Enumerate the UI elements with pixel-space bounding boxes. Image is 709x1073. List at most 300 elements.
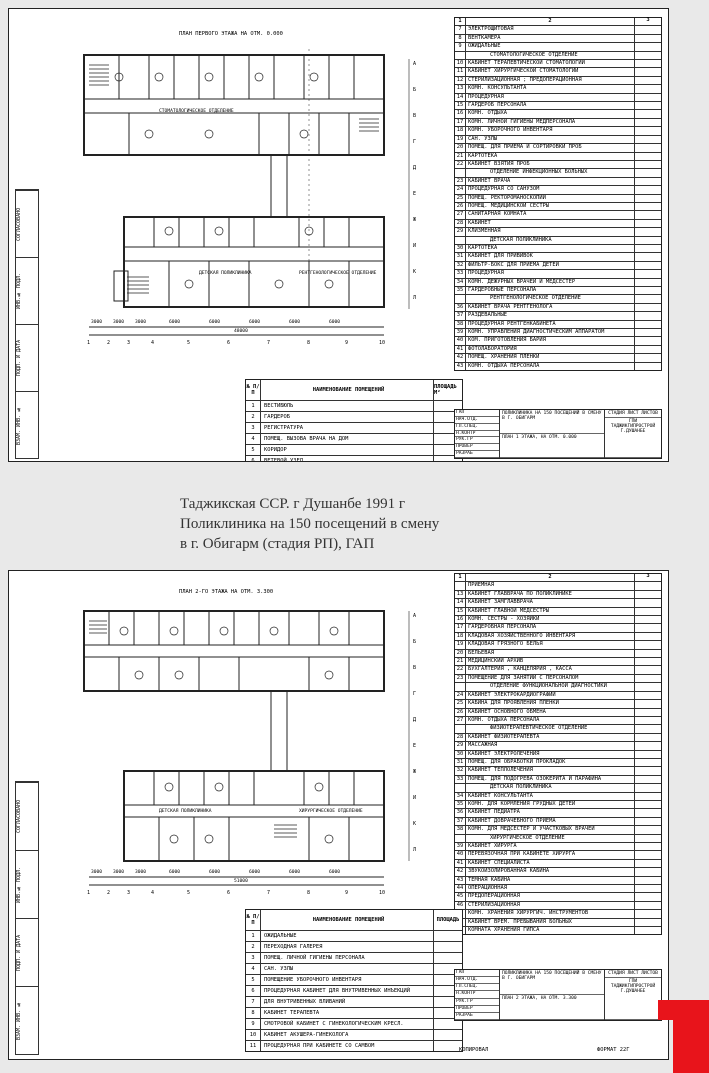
dimension: 3000 (91, 870, 103, 875)
row-area (635, 211, 661, 218)
dimension: 6000 (249, 870, 261, 875)
axis-marker: В (413, 665, 417, 671)
sidebar-cell: СОГЛАСОВАНО (16, 782, 38, 850)
legend-row (246, 423, 462, 434)
row-number: 2 (246, 942, 261, 952)
row-area (434, 1041, 462, 1051)
table-row (455, 119, 661, 127)
row-area (635, 734, 661, 741)
sidebar-cell: ПОДП. И ДАТА (16, 918, 38, 986)
room-schedule-table (454, 17, 662, 371)
table-row (455, 742, 661, 750)
row-area (635, 60, 661, 67)
row-name: СТОМАТОЛОГИЧЕСКОЕ ОТДЕЛЕНИЕ (466, 52, 635, 59)
axis-marker: 1 (87, 890, 91, 896)
row-area (635, 835, 661, 842)
row-number: 21 (455, 658, 466, 665)
row-area (635, 312, 661, 319)
row-area (635, 144, 661, 151)
row-number: 24 (455, 186, 466, 193)
row-name: ПОМЕЩ. ДЛЯ ОБРАБОТКИ ПРОКЛАДОК (466, 759, 635, 766)
section-row (455, 835, 661, 843)
legend-row (246, 953, 462, 964)
legend-row (246, 964, 462, 975)
row-name: ПРИЕМНАЯ (466, 582, 635, 589)
row-number: 8 (246, 1008, 261, 1018)
row-area (635, 860, 661, 867)
row-area (635, 893, 661, 900)
legend-row (246, 445, 462, 456)
axis-marker: Ж (413, 769, 417, 775)
row-number: 29 (455, 742, 466, 749)
caption-line: Поликлиника на 150 посещений в смену (180, 516, 440, 532)
table-row (455, 354, 661, 362)
row-number: 27 (455, 211, 466, 218)
table-row (455, 599, 661, 607)
row-area (635, 641, 661, 648)
dimension-total: 51000 (234, 879, 248, 884)
row-name: ЗВУКОИЗОЛИРОВАННАЯ КАБИНА (466, 868, 635, 875)
table-row (455, 228, 661, 236)
dimension: 3000 (91, 320, 103, 325)
row-number: 23 (455, 178, 466, 185)
row-area (635, 153, 661, 160)
row-area (635, 582, 661, 589)
row-name: КОМН. ДЛЯ МЕДСЕСТЕР И УЧАСТКОВЫХ ВРАЧЕЙ (466, 826, 635, 833)
axis-marker: Л (413, 295, 417, 301)
row-name: ПРОЦЕДУРНАЯ ПРИ КАБИНЕТЕ СО САМВОМ (261, 1041, 434, 1051)
row-name: КАБИНЕТ ОСНОВНОГО ОБМЕНА (466, 709, 635, 716)
row-area (635, 363, 661, 370)
common-rooms-legend (245, 379, 463, 462)
row-number: 9 (455, 43, 466, 50)
table-row (455, 860, 661, 868)
table-row (455, 826, 661, 834)
row-number: 9 (246, 1019, 261, 1029)
legend-header: № П/П НАИМЕНОВАНИЕ ПОМЕЩЕНИЙ ПЛОЩАДЬ (246, 910, 462, 931)
section-row (455, 237, 661, 245)
row-number: 21 (455, 153, 466, 160)
table-row (455, 153, 661, 161)
row-number: 23 (455, 675, 466, 682)
row-name: КОМН. СЕСТРЫ - ХОЗЯЙКИ (466, 616, 635, 623)
table-row (455, 885, 661, 893)
row-area (635, 784, 661, 791)
row-name: ХИРУРГИЧЕСКОЕ ОТДЕЛЕНИЕ (466, 835, 635, 842)
table-row (455, 270, 661, 278)
section-row (455, 683, 661, 691)
row-name: КАБИНЕТ ЭЛЕКТРОКАРДИОГРАФИИ (466, 692, 635, 699)
table-row (455, 709, 661, 717)
zone-label: ДЕТСКАЯ ПОЛИКЛИНИКА (159, 809, 212, 814)
table-row (455, 793, 661, 801)
axis-marker: Г (413, 139, 417, 145)
row-number: 4 (246, 434, 261, 444)
row-area (635, 220, 661, 227)
row-area (635, 85, 661, 92)
table-row (455, 666, 661, 674)
row-name: ПРЕДОПЕРАЦИОННАЯ (466, 893, 635, 900)
section-row (455, 52, 661, 60)
row-area (434, 1030, 462, 1040)
sheet-title: ПЛАН 1 ЭТАЖА, НА ОТМ. 0.000 (500, 434, 604, 458)
table-row (455, 692, 661, 700)
row-area (635, 742, 661, 749)
caption (180, 494, 439, 554)
axis-marker: Г (413, 691, 417, 697)
table-row (455, 245, 661, 253)
caption-line: Таджикская ССР. г Душанбе 1991 г (180, 496, 405, 512)
row-number: 2 (246, 412, 261, 422)
table-row (455, 144, 661, 152)
row-name: ПРОЦЕДУРНАЯ РЕНТГЕНКАБИНЕТА (466, 321, 635, 328)
row-number (455, 835, 466, 842)
row-number: 19 (455, 136, 466, 143)
row-name: СТЕРИЛИЗАЦИОННАЯ (466, 902, 635, 909)
row-area (635, 902, 661, 909)
row-name: РЕГИСТРАТУРА (261, 423, 434, 433)
row-number: 31 (455, 759, 466, 766)
title-block: ГАП НАЧ.ОТД. ГЛ.СПЕЦ. Н.КОНТР РУК.ГР ПРОВЕР РАЗРАБ ПОЛИКЛИНИКА НА 150 ПОСЕЩЕНИЙ В СМЕНУ В Г. ОБИГАРМ ПЛАН 2 ЭТАЖА, НА ОТМ. 3.300 СТАДИЯ ЛИСТ ЛИСТОВ ГПИ ТАДЖИКГИПРОСТРОЙ Г.ДУШАНБЕ (454, 969, 662, 1021)
row-name: КОМН. ОТДЫХА ПЕРСОНАЛА (466, 717, 635, 724)
row-number: 22 (455, 161, 466, 168)
row-name: КАБИНЕТ ГЛАВВРАЧА ПО ПОЛИКЛИНИКЕ (466, 591, 635, 598)
legend-row (246, 456, 462, 462)
row-name: ПРОЦЕДУРНАЯ СО САНУЗОМ (466, 186, 635, 193)
row-name: ОЖИДАЛЬНЫЕ (466, 43, 635, 50)
axis-marker: 9 (345, 340, 349, 346)
table-row (455, 363, 661, 370)
table-row (455, 321, 661, 329)
row-name: ПОМЕЩ. ХРАНЕНИЯ ПЛЕНКИ (466, 354, 635, 361)
row-name: КАБИНЕТ ТЕРАПЕВТА (261, 1008, 434, 1018)
row-name: ТЕМНАЯ КАБИНА (466, 877, 635, 884)
sheet-title: ПЛАН 2 ЭТАЖА, НА ОТМ. 3.300 (500, 995, 604, 1020)
table-row (455, 633, 661, 641)
table-row (455, 211, 661, 219)
table-row (455, 893, 661, 901)
sidebar-cell: ИНВ.№ ПОДЛ. (16, 850, 38, 918)
row-name: КАБИНЕТ ХИРУРГА (466, 843, 635, 850)
axis-marker: 1 (87, 340, 91, 346)
row-number: 29 (455, 228, 466, 235)
table-row (455, 26, 661, 34)
row-name: ЭЛЕКТРОЩИТОВАЯ (466, 26, 635, 33)
dimension: 6000 (249, 320, 261, 325)
row-area (434, 953, 462, 963)
row-area (635, 809, 661, 816)
row-name: СТЕРИЛИЗАЦИОННАЯ ; ПРЕДОПЕРАЦИОННАЯ (466, 77, 635, 84)
row-name: РЕНТГЕНОЛОГИЧЕСКОЕ ОТДЕЛЕНИЕ (466, 295, 635, 302)
row-number: 35 (455, 801, 466, 808)
row-name: КАБИНЕТ ЗАМГЛАВВРАЧА (466, 599, 635, 606)
row-area (635, 591, 661, 598)
row-number: 45 (455, 893, 466, 900)
dimension: 6000 (329, 870, 341, 875)
organization: ГПИ ТАДЖИКГИПРОСТРОЙ Г.ДУШАНБЕ (605, 418, 661, 458)
row-area (635, 169, 661, 176)
row-number: 42 (455, 354, 466, 361)
row-name: КАРТОТЕКА (466, 153, 635, 160)
red-corner-accent (658, 1000, 673, 1020)
row-name: КОМН. ЛИЧНОЙ ГИГИЕНЫ МЕДПЕРСОНАЛА (466, 119, 635, 126)
row-number: 25 (455, 700, 466, 707)
zone-label: ДЕТСКАЯ ПОЛИКЛИНИКА (199, 271, 252, 276)
row-area (635, 262, 661, 269)
row-area (635, 658, 661, 665)
row-number: 40 (455, 851, 466, 858)
row-number: 41 (455, 346, 466, 353)
row-name: ГАРДЕРОБ (261, 412, 434, 422)
row-area (635, 767, 661, 774)
row-area (635, 110, 661, 117)
table-row (455, 927, 661, 934)
axis-marker: 6 (227, 890, 231, 896)
table-row (455, 751, 661, 759)
row-name: КАБИНЕТ АКУШЕРА-ГИНЕКОЛОГА (261, 1030, 434, 1040)
row-number: 30 (455, 245, 466, 252)
row-name: КАБИНЕТ ПЕДИАТРА (466, 809, 635, 816)
table-row (455, 851, 661, 859)
row-area (635, 910, 661, 917)
row-number (455, 784, 466, 791)
table-row (455, 329, 661, 337)
legend-row (246, 1019, 462, 1030)
footer-copied-by: КОПИРОВАЛ (459, 1047, 489, 1053)
row-area (635, 354, 661, 361)
row-name: КАБИНЕТ ТЕРАПЕВТИЧЕСКОЙ СТОМАТОЛОГИИ (466, 60, 635, 67)
table-row (455, 675, 661, 683)
zone-label: СТОМАТОЛОГИЧЕСКОЕ ОТДЕЛЕНИЕ (159, 109, 234, 114)
axis-marker: А (413, 61, 417, 67)
row-name: ОЖИДАЛЬНЫЕ (261, 931, 434, 941)
table-row (455, 650, 661, 658)
axis-marker: И (413, 795, 417, 801)
table-row (455, 68, 661, 76)
row-number: 10 (455, 60, 466, 67)
axis-marker: Ж (413, 217, 417, 223)
row-name: КАБИНЕТ ХИРУРГИЧЕСКОЙ СТОМАТОЛОГИИ (466, 68, 635, 75)
row-name: МАССАЖНАЯ (466, 742, 635, 749)
row-number: 38 (455, 826, 466, 833)
row-number: 43 (455, 877, 466, 884)
row-number: 37 (455, 818, 466, 825)
row-area (635, 102, 661, 109)
table-row (455, 608, 661, 616)
row-name: КАБИНЕТ СПЕЦИАЛИСТА (466, 860, 635, 867)
row-area (635, 683, 661, 690)
axis-marker: А (413, 613, 417, 619)
axis-marker: Б (413, 639, 417, 645)
table-row (455, 809, 661, 817)
row-name: ПОМЕЩЕНИЕ УБОРОЧНОГО ИНВЕНТАРЯ (261, 975, 434, 985)
row-area (635, 178, 661, 185)
row-area (635, 203, 661, 210)
row-number: 8 (455, 35, 466, 42)
title-block: ГАП НАЧ.ОТД. ГЛ.СПЕЦ. Н.КОНТР РУК.ГР ПРОВЕР РАЗРАБ ПОЛИКЛИНИКА НА 150 ПОСЕЩЕНИЙ В СМЕНУ В Г. ОБИГАРМ ПЛАН 1 ЭТАЖА, НА ОТМ. 0.000 СТАДИЯ ЛИСТ ЛИСТОВ ГПИ ТАДЖИКГИПРОСТРОЙ Г.ДУШАНБЕ (454, 409, 662, 459)
zone-label: РЕНТГЕНОЛОГИЧЕСКОЕ ОТДЕЛЕНИЕ (299, 271, 377, 276)
row-area (635, 666, 661, 673)
row-number: 24 (455, 692, 466, 699)
row-area (635, 633, 661, 640)
row-area (635, 253, 661, 260)
row-number: 28 (455, 734, 466, 741)
row-name: КАБИНЕТ КОНСУЛЬТАНТА (466, 793, 635, 800)
table-row (455, 734, 661, 742)
project-title: ПОЛИКЛИНИКА НА 150 ПОСЕЩЕНИЙ В СМЕНУ В Г. ОБИГАРМ (500, 970, 604, 995)
row-name: РАЗДЕВАЛЬНЫЕ (466, 312, 635, 319)
table-row (455, 127, 661, 135)
row-area (635, 77, 661, 84)
row-number: 40 (455, 337, 466, 344)
row-number: 18 (455, 127, 466, 134)
table-row (455, 262, 661, 270)
row-name: ПОМЕЩЕНИЕ ДЛЯ ЗАНЯТИЙ С ПЕРСОНАЛОМ (466, 675, 635, 682)
row-area (635, 801, 661, 808)
axis-marker: В (413, 113, 417, 119)
row-area (635, 119, 661, 126)
row-name: КАРТОТЕКА (466, 245, 635, 252)
row-number: 7 (455, 26, 466, 33)
axis-marker: Д (413, 165, 417, 171)
table-row (455, 776, 661, 784)
row-number: 12 (455, 77, 466, 84)
row-area (635, 228, 661, 235)
row-number (455, 295, 466, 302)
row-name: КАБИНЕТ ДОВРАЧЕБНОГО ПРИЕМА (466, 818, 635, 825)
row-area (635, 136, 661, 143)
row-area (635, 270, 661, 277)
table-row (455, 253, 661, 261)
row-number (455, 582, 466, 589)
row-name: ВЕТЕВОЙ УЗЕЛ (261, 456, 434, 462)
row-area (635, 237, 661, 244)
table-row (455, 346, 661, 354)
row-area (635, 337, 661, 344)
table-row (455, 220, 661, 228)
row-number: 16 (455, 616, 466, 623)
legend-row (246, 1041, 462, 1051)
row-name: КОМ. ПРИГОТОВЛЕНИЯ БАРИЯ (466, 337, 635, 344)
row-number: 19 (455, 641, 466, 648)
row-number: 42 (455, 868, 466, 875)
row-area (635, 329, 661, 336)
row-number: 4 (246, 964, 261, 974)
axis-marker: 5 (187, 890, 191, 896)
row-area (635, 776, 661, 783)
row-number: 44 (455, 885, 466, 892)
table-row (455, 919, 661, 927)
table-row (455, 94, 661, 102)
row-name: КОМН. ДЕЖУРНЫХ ВРАЧЕЙ И МЕДСЕСТЕР (466, 279, 635, 286)
common-rooms-legend (245, 909, 463, 1052)
table-row (455, 902, 661, 910)
table-row (455, 801, 661, 809)
row-name: КОМН. ОТДЫХА ПЕРСОНАЛА (466, 363, 635, 370)
row-name: КОМН. ДЛЯ КОРМЛЕНИЯ ГРУДНЫХ ДЕТЕЙ (466, 801, 635, 808)
table-row (455, 287, 661, 295)
row-area (635, 717, 661, 724)
row-name: КАБИНЕТ ВЗЯТИЯ ПРОБ (466, 161, 635, 168)
dimension: 6000 (209, 320, 221, 325)
row-name: ДЛЯ ВНУТРИВЕННЫХ ВЛИВАНИЙ (261, 997, 434, 1007)
row-name: КАБИНЕТ ГЛАВНОЙ МЕДСЕСТРЫ (466, 608, 635, 615)
table-row (455, 700, 661, 708)
row-name: КАБИНЕТ (466, 220, 635, 227)
row-name: САНИТАРНАЯ КОМНАТА (466, 211, 635, 218)
row-number: 6 (246, 986, 261, 996)
organization: ГПИ ТАДЖИКГИПРОСТРОЙ Г.ДУШАНБЕ (605, 978, 661, 1020)
row-name: ВЕНТКАМЕРА (466, 35, 635, 42)
legend-row (246, 434, 462, 445)
drawing-sheet-floor-2 (8, 570, 669, 1060)
row-name: КАБИНЕТ ВРЕМ. ПРЕБЫВАНИЯ БОЛЬНЫХ (466, 919, 635, 926)
axis-marker: И (413, 243, 417, 249)
row-number: 16 (455, 110, 466, 117)
stage-header: СТАДИЯ ЛИСТ ЛИСТОВ (605, 410, 661, 418)
row-area (635, 68, 661, 75)
legend-row (246, 931, 462, 942)
row-name: САН. УЗЛЫ (261, 964, 434, 974)
table-row (455, 767, 661, 775)
table-header: 1 2 3 (455, 574, 661, 582)
row-name: ПОМЕЩ. ДЛЯ ПРИЕМА И СОРТИРОВКИ ПРОБ (466, 144, 635, 151)
table-row (455, 759, 661, 767)
legend-row (246, 986, 462, 997)
legend-row (246, 401, 462, 412)
row-name: ПРОЦЕДУРНАЯ КАБИНЕТ ДЛЯ ВНУТРИВЕННЫХ ИНЪЕКЦИЙ (261, 986, 434, 996)
stage-header: СТАДИЯ ЛИСТ ЛИСТОВ (605, 970, 661, 978)
row-number: 32 (455, 767, 466, 774)
table-row (455, 186, 661, 194)
row-area (434, 942, 462, 952)
row-area (635, 885, 661, 892)
dimension: 6000 (289, 320, 301, 325)
row-name: ПЕРЕХОДНАЯ ГАЛЕРЕЯ (261, 942, 434, 952)
red-corner-block (673, 1000, 709, 1073)
row-name: ГАРДЕРОБ ПЕРСОНАЛА (466, 102, 635, 109)
row-name: ПРОЦЕДУРНАЯ (466, 270, 635, 277)
row-area (635, 624, 661, 631)
row-name: КОМНАТА ХРАНЕНИЯ ГИПСА (466, 927, 635, 934)
section-row (455, 169, 661, 177)
row-number: 37 (455, 312, 466, 319)
legend-row (246, 1008, 462, 1019)
sidebar-cell: ВЗАМ. ИНВ. № (16, 391, 38, 458)
table-row (455, 161, 661, 169)
row-number: 13 (455, 591, 466, 598)
row-name: КЛАДОВАЯ ХОЗЯЙСТВЕННОГО ИНВЕНТАРЯ (466, 633, 635, 640)
row-name: ПОМЕЩ. ДЛЯ ПОДОГРЕВА ОЗОКЕРИТА И ПАРАФИНА (466, 776, 635, 783)
row-number (455, 169, 466, 176)
row-number: 43 (455, 363, 466, 370)
table-row (455, 616, 661, 624)
row-area (635, 793, 661, 800)
row-number: 13 (455, 85, 466, 92)
row-name: ДЕТСКАЯ ПОЛИКЛИНИКА (466, 784, 635, 791)
table-row (455, 304, 661, 312)
row-area (434, 931, 462, 941)
caption-line: в г. Обигарм (стадия РП), ГАП (180, 536, 375, 552)
row-number: 14 (455, 599, 466, 606)
row-area (635, 650, 661, 657)
row-number: 30 (455, 751, 466, 758)
row-name: КАБИНА ДЛЯ ПРОЯВЛЕНИЯ ПЛЕНКИ (466, 700, 635, 707)
row-name: КАБИНЕТ ВРАЧА (466, 178, 635, 185)
row-area (635, 843, 661, 850)
table-row (455, 195, 661, 203)
row-name: КАБИНЕТ ВРАЧА РЕНТГЕНОЛОГА (466, 304, 635, 311)
